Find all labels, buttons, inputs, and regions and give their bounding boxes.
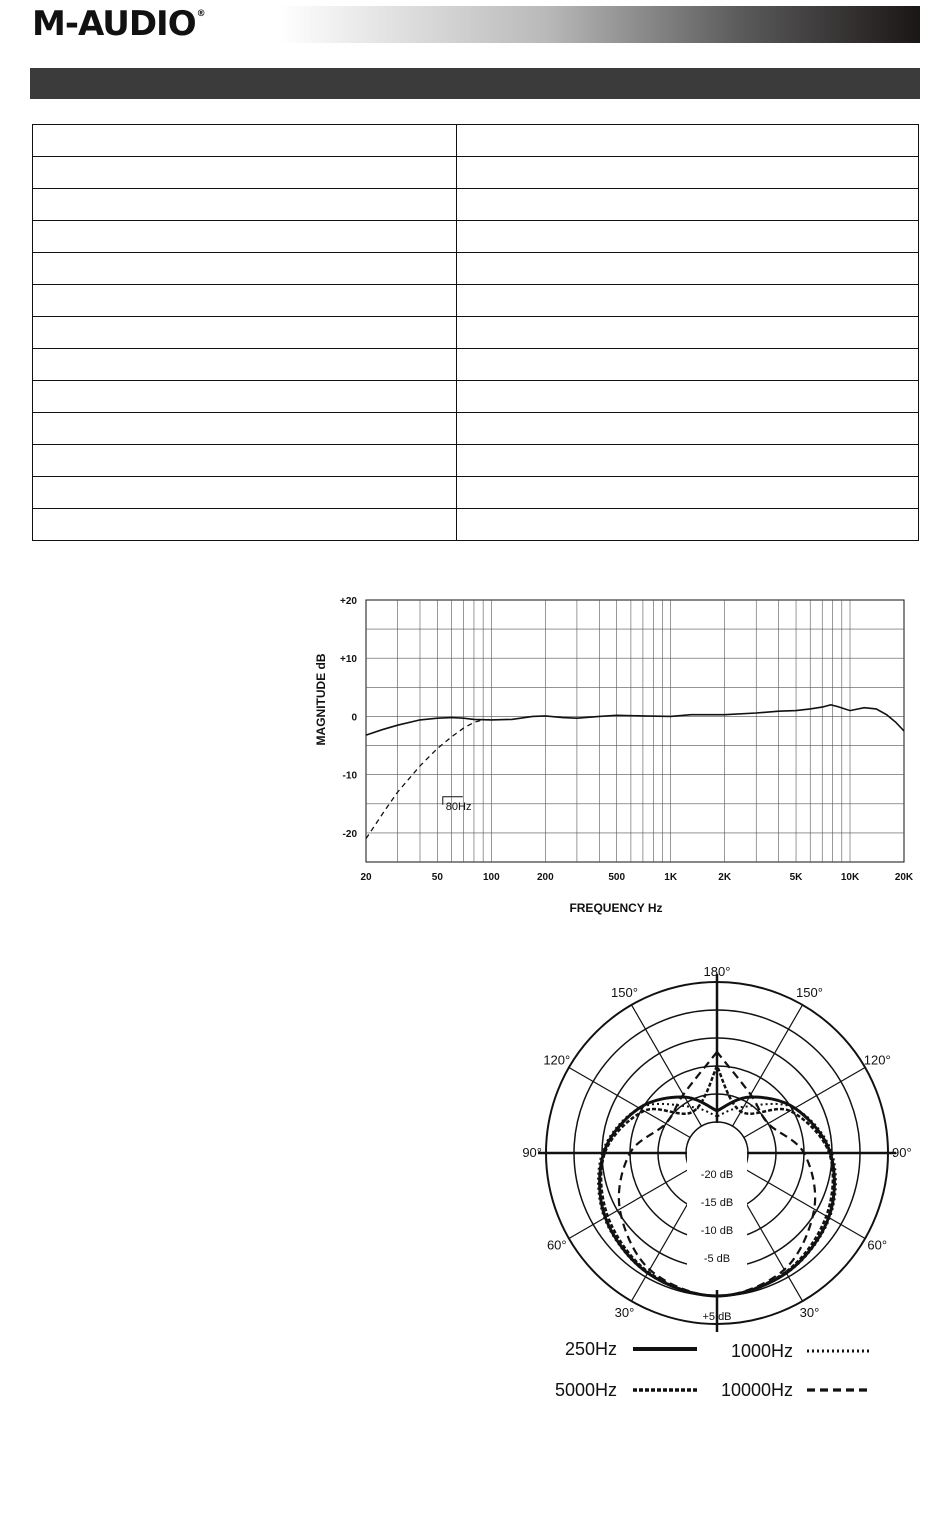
spec-value-cell <box>457 445 919 477</box>
specifications-table-body <box>33 125 919 541</box>
angle-label: 60° <box>546 1237 567 1253</box>
spec-row <box>33 125 919 157</box>
angle-label: 150° <box>611 984 638 1000</box>
brand-header-bar <box>30 6 920 43</box>
spec-label-cell <box>33 221 457 253</box>
x-tick-label: 50 <box>431 872 443 883</box>
y-tick-label: -20 <box>342 828 357 840</box>
spec-row <box>33 317 919 349</box>
spec-label-cell <box>33 413 457 445</box>
spec-label-cell <box>33 317 457 349</box>
ring-db-label: -15 dB <box>700 1197 734 1209</box>
spec-value-cell <box>457 477 919 509</box>
plot-frame <box>366 600 904 862</box>
registered-mark: ® <box>196 9 205 19</box>
spec-value-cell <box>457 285 919 317</box>
spec-value-cell <box>457 349 919 381</box>
polar-pattern-svg <box>515 960 920 1415</box>
y-tick-label: +20 <box>340 596 357 607</box>
angle-label: 30° <box>799 1305 820 1321</box>
spec-value-cell <box>457 157 919 189</box>
x-tick-label: 100 <box>483 872 500 883</box>
section-title-bar <box>30 68 920 99</box>
specifications-table <box>32 124 919 541</box>
spec-row <box>33 477 919 509</box>
ring-db-label: +5 dB <box>702 1311 732 1323</box>
spec-label-cell <box>33 253 457 285</box>
spec-row <box>33 157 919 189</box>
spec-value-cell <box>457 381 919 413</box>
angle-label: 120° <box>863 1052 891 1068</box>
spec-row <box>33 253 919 285</box>
ring-db-label: -10 dB <box>700 1225 734 1237</box>
spec-row <box>33 445 919 477</box>
annotation-80hz: 80Hz <box>445 800 472 813</box>
x-tick-label: 20K <box>894 872 914 883</box>
spec-row <box>33 413 919 445</box>
y-axis-label: MAGNITUDE dB <box>314 653 328 746</box>
spec-row <box>33 285 919 317</box>
spec-value-cell <box>457 221 919 253</box>
ring-db-label: -20 dB <box>700 1169 734 1181</box>
angle-label: 120° <box>543 1052 571 1068</box>
y-tick-label: -10 <box>342 770 357 782</box>
ring-db-label: -5 dB <box>703 1253 731 1265</box>
response-curve-dashed-lowcut <box>366 719 491 838</box>
spec-value-cell <box>457 253 919 285</box>
x-tick-label: 20 <box>360 872 372 883</box>
legend-label: 1000Hz <box>730 1341 793 1361</box>
spec-value-cell <box>457 413 919 445</box>
vertical-gridlines <box>398 600 850 862</box>
spec-value-cell <box>457 125 919 157</box>
spec-row <box>33 349 919 381</box>
x-tick-label: 10K <box>840 872 860 883</box>
spec-row <box>33 189 919 221</box>
spec-label-cell <box>33 509 457 541</box>
angle-label: 180° <box>703 964 731 979</box>
spec-label-cell <box>33 285 457 317</box>
spec-label-cell <box>33 125 457 157</box>
spec-row <box>33 509 919 541</box>
m-audio-logo <box>32 6 205 43</box>
x-tick-label: 1K <box>664 872 678 883</box>
spec-label-cell <box>33 477 457 509</box>
x-tick-label: 2K <box>718 872 732 883</box>
logo-text: M-AUDIO <box>32 4 196 44</box>
y-tick-label: 0 <box>351 712 357 724</box>
spec-value-cell <box>457 189 919 221</box>
response-curve-solid <box>366 705 904 735</box>
spec-value-cell <box>457 509 919 541</box>
spec-row <box>33 381 919 413</box>
frequency-response-chart <box>305 588 925 923</box>
spec-label-cell <box>33 189 457 221</box>
spec-label-cell <box>33 349 457 381</box>
spec-value-cell <box>457 317 919 349</box>
y-tick-label: +10 <box>340 654 357 666</box>
spec-label-cell <box>33 445 457 477</box>
legend-label: 5000Hz <box>554 1380 617 1400</box>
angle-label: 90° <box>892 1145 912 1160</box>
x-axis-label: FREQUENCY Hz <box>569 901 663 915</box>
x-tick-label: 200 <box>536 872 554 883</box>
x-tick-label: 500 <box>608 872 626 883</box>
spec-row <box>33 221 919 253</box>
legend-label: 250Hz <box>564 1339 617 1359</box>
angle-label: 90° <box>522 1145 542 1160</box>
polar-legend <box>555 1339 870 1400</box>
frequency-response-svg <box>305 588 925 923</box>
angle-label: 60° <box>867 1237 888 1253</box>
angle-label: 150° <box>796 984 823 1000</box>
polar-pattern-chart <box>515 960 920 1415</box>
spec-label-cell <box>33 381 457 413</box>
spec-label-cell <box>33 157 457 189</box>
legend-label: 10000Hz <box>720 1380 793 1400</box>
x-tick-label: 5K <box>789 872 803 883</box>
angle-label: 30° <box>614 1305 635 1321</box>
